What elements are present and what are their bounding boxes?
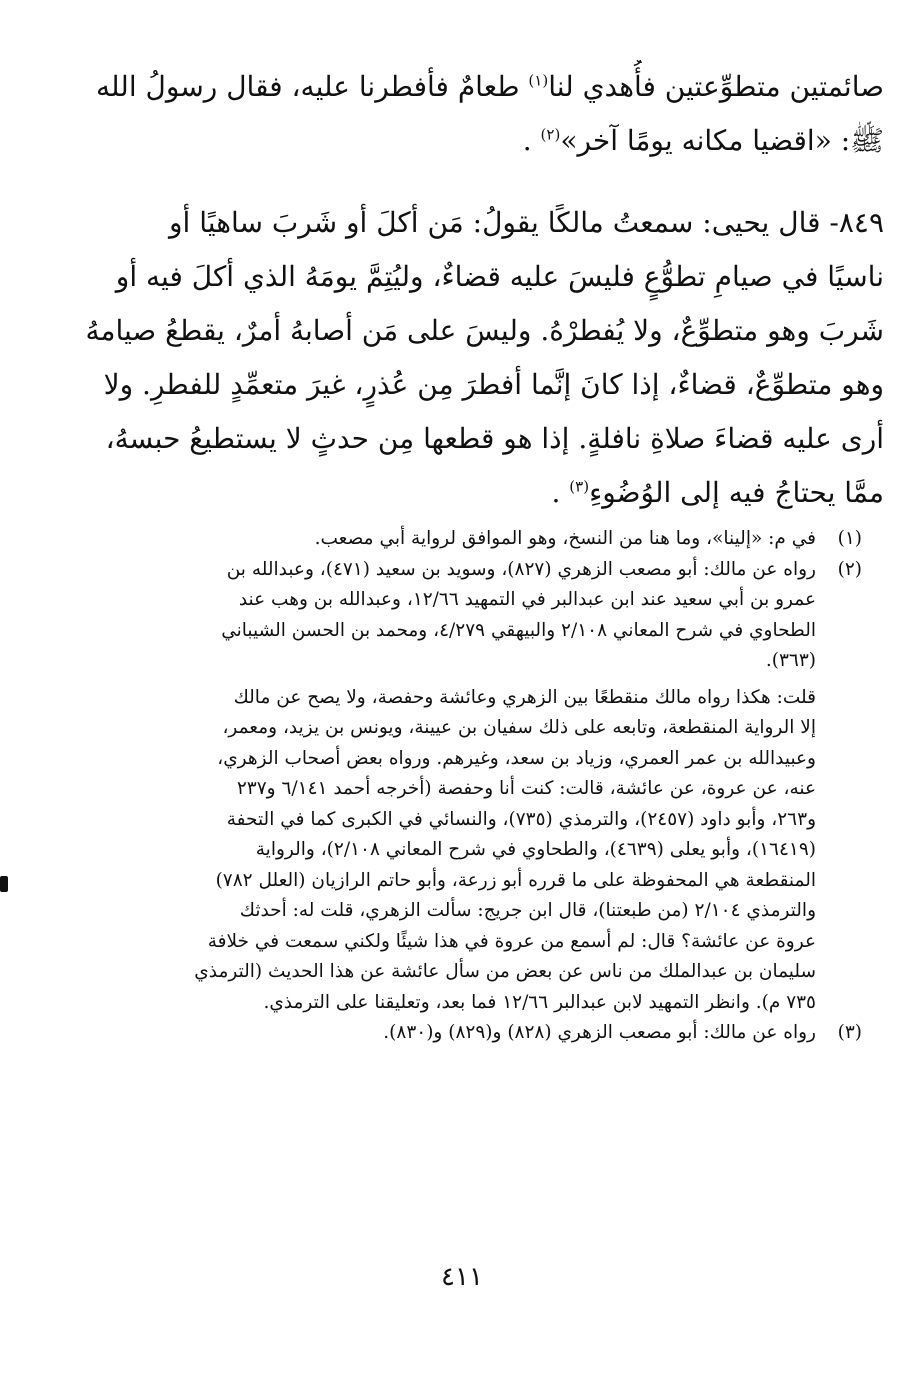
footnote-body xyxy=(62,1018,816,1049)
footnote-2 xyxy=(62,555,862,677)
main-line: شَربَ وهو متطوِّعٌ، ولا يُفطرْهُ. وليسَ على مَن أصابهُ أمرٌ، يقطعُ صيامهُ xyxy=(85,314,884,347)
footnote-line: إلا الرواية المنقطعة، وتابعه على ذلك سفيان بن عيينة، ويونس بن يزيد، ومعمر، xyxy=(222,717,816,738)
text-run: ممَّا يحتاجُ فيه إلى الوُضُوءِ xyxy=(589,476,884,509)
footnote-marker[interactable]: (٢) xyxy=(540,125,561,144)
footnote-number: (١) xyxy=(837,528,862,549)
main-line: وهو متطوِّعٌ، قضاءٌ، إذا كانَ إنَّما أفطرَ مِن عُذرٍ، غيرَ متعمِّدٍ للفطرِ. ولا xyxy=(103,368,884,401)
text-run: . xyxy=(522,124,541,157)
text-run: ﷺ: «اقضيا مكانه يومًا آخر» xyxy=(560,124,884,157)
text-run: . xyxy=(551,476,570,509)
footnote-line: سليمان بن عبدالملك من ناس عن بعض من سأل عائشة عن هذا الحديث (الترمذي xyxy=(194,961,816,982)
footnote-3 xyxy=(62,1018,862,1049)
footnote-1 xyxy=(62,524,862,555)
main-line: ناسيًا في صيامِ تطوُّعٍ فليسَ عليه قضاءٌ، وليُتِمَّ يومَهُ الذي أكلَ فيه أو xyxy=(115,260,884,293)
footnote-marker[interactable]: (١) xyxy=(528,71,549,90)
footnote-number: (٣) xyxy=(837,1022,862,1043)
page-number: ٤١١ xyxy=(441,1262,483,1292)
footnote-line: رواه عن مالك: أبو مصعب الزهري (٨٢٧)، وسويد بن سعيد (٤٧١)، وعبدالله بن xyxy=(226,558,816,580)
main-line: ٨٤٩- قال يحيى: سمعتُ مالكًا يقولُ: مَن أكلَ أو شَربَ ساهيًا أو xyxy=(169,206,884,239)
main-text xyxy=(54,60,884,520)
footnote-line: قلت: هكذا رواه مالك منقطعًا بين الزهري وعائشة وحفصة، ولا يصح عن مالك xyxy=(233,686,816,708)
footnote-line: عنه، عن عروة، عن عائشة، قالت: كنت أنا وحفصة (أخرجه أحمد ٦/١٤١ و٢٣٧ xyxy=(236,778,816,799)
footnote-line: رواه عن مالك: أبو مصعب الزهري (٨٢٨) و(٨٢٩) و(٨٣٠). xyxy=(383,1022,816,1043)
main-line xyxy=(54,114,884,168)
footnote-line: عمرو بن أبي سعيد عند ابن عبدالبر في التمهيد ١٢/٦٦، وعبدالله بن وهب عند xyxy=(238,589,816,610)
footnote-line: في م: «إلينا»، وما هنا من النسخ، وهو الموافق لرواية أبي مصعب. xyxy=(314,528,816,549)
footnote-line: وعبيدالله بن عمر العمري، وزياد بن سعد، وغيرهم. ورواه بعض أصحاب الزهري، xyxy=(217,747,816,769)
footnote-line: (٣٦٣). xyxy=(765,650,816,671)
footnote-comment xyxy=(62,683,816,1019)
footnote-line: عروة عن عائشة؟ قال: لم أسمع من عروة في هذا شيئًا ولكني سمعت في خلافة xyxy=(207,930,816,952)
footnote-line: (١٦٤١٩)، وأبو يعلى (٤٦٣٩)، والطحاوي في شرح المعاني ٢/١٠٨)، والرواية xyxy=(255,839,816,860)
text-run: صائمتين متطوِّعتين فأُهدي لنا xyxy=(548,70,884,103)
text-run: طعامٌ فأفطرنا عليه، فقال رسولُ الله xyxy=(96,70,529,103)
scan-margin-mark xyxy=(0,876,8,892)
footnote-marker[interactable]: (٣) xyxy=(569,477,590,496)
main-line xyxy=(54,466,884,520)
footnote-number: (٢) xyxy=(837,558,862,580)
main-line: أرى عليه قضاءَ صلاةِ نافلةٍ. إذا هو قطعها مِن حدثٍ لا يستطيعُ حبسهُ، xyxy=(105,422,884,455)
footnotes xyxy=(62,524,862,1049)
paragraph-gap xyxy=(54,168,884,196)
footnote-line: المنقطعة هي المحفوظة على ما قرره أبو زرعة، وأبو حاتم الرازيان (العلل ٧٨٢) xyxy=(215,869,816,891)
main-line xyxy=(54,60,884,114)
footnote-line: والترمذي ٢/١٠٤ (من طبعتنا)، قال ابن جريج: سألت الزهري، قلت له: أحدثك xyxy=(239,900,816,921)
footnote-line: ٧٣٥ م). وانظر التمهيد لابن عبدالبر ١٢/٦٦ فما بعد، وتعليقنا على الترمذي. xyxy=(263,991,816,1013)
footnote-line: الطحاوي في شرح المعاني ٢/١٠٨ والبيهقي ٤/٢٧٩، ومحمد بن الحسن الشيباني xyxy=(221,619,816,641)
footnote-line: و٢٦٣، وأبو داود (٢٤٥٧)، والترمذي (٧٣٥)، والنسائي في الكبرى كما في التحفة xyxy=(226,808,816,830)
footnote-body xyxy=(62,555,816,677)
footnote-body xyxy=(62,524,816,555)
